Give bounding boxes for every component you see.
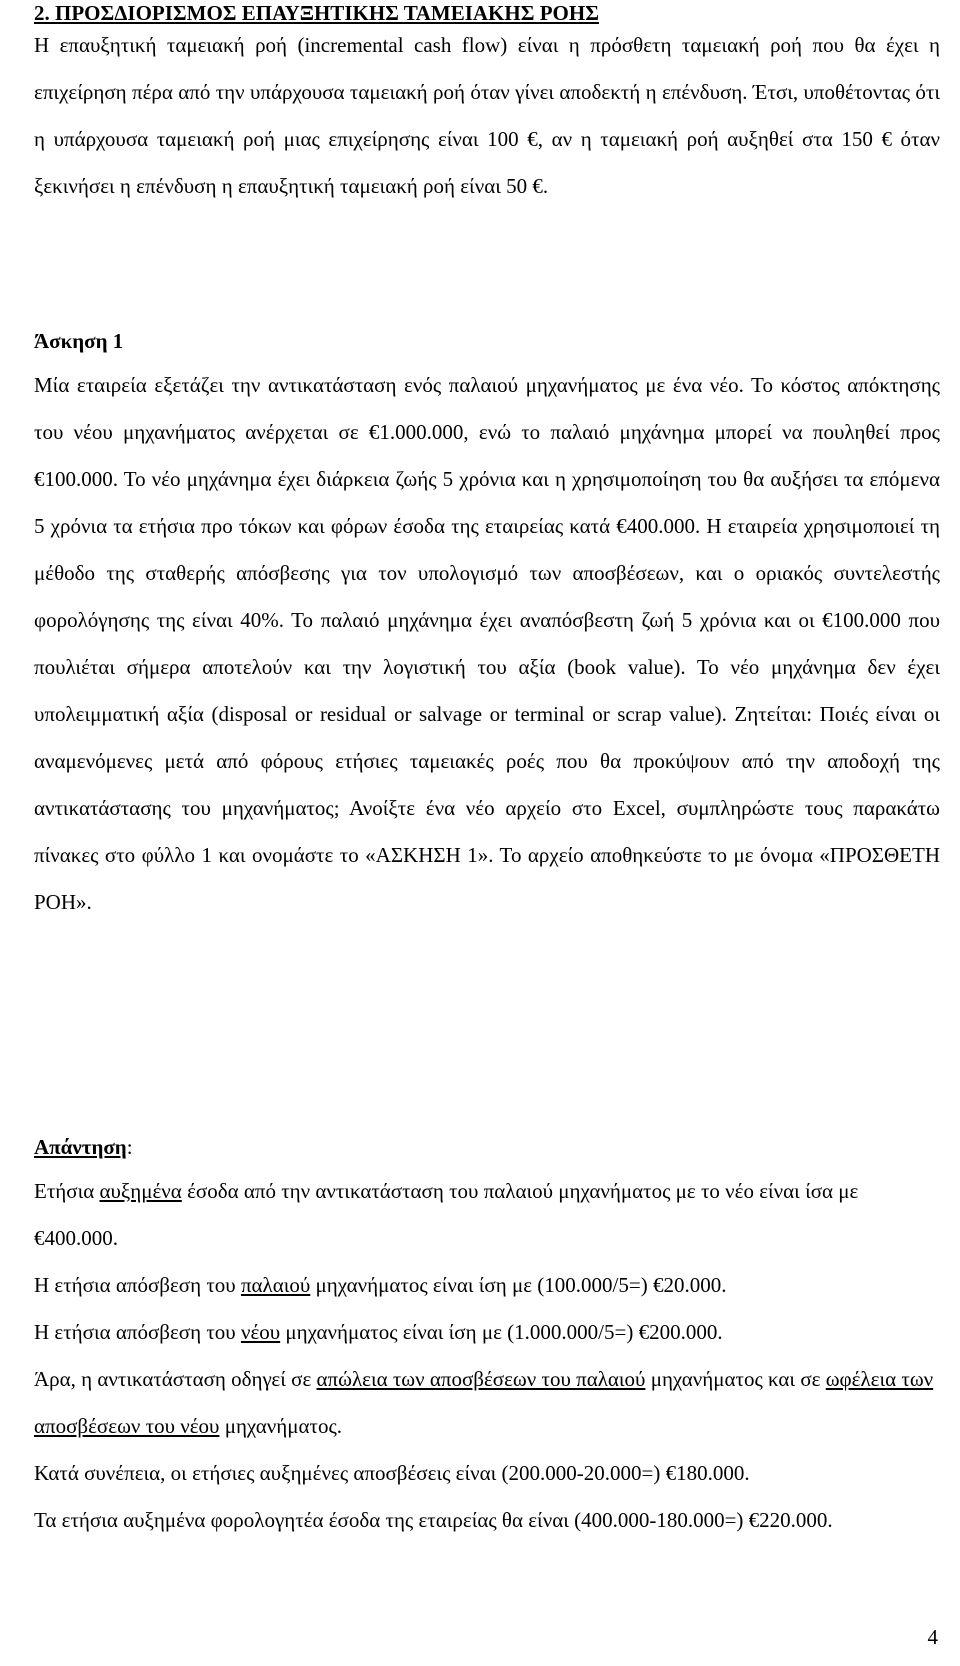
answer-text: Ετήσια xyxy=(34,1179,100,1203)
answer-paragraph-taxable-income: Τα ετήσια αυξημένα φορολογητέα έσοδα της εταιρείας θα είναι (400.000-180.000=) €220.000. xyxy=(34,1508,833,1532)
answer-underlined-text: παλαιού xyxy=(240,1273,311,1297)
answer-paragraph-revenue xyxy=(34,1168,940,1262)
answer-text: έσοδα από την αντικατάσταση του παλαιού μηχανήματος με το νέο είναι ίσα με €400.000. xyxy=(34,1179,859,1250)
answer-paragraph-new-depreciation xyxy=(34,1309,940,1356)
answer-text: μηχανήματος και σε xyxy=(645,1367,826,1391)
answer-text: μηχανήματος είναι ίση με (100.000/5=) €20.000. xyxy=(310,1273,727,1297)
answer-body xyxy=(34,1168,940,1544)
intro-paragraph: Η επαυξητική ταμειακή ροή (incremental cash flow) είναι η πρόσθετη ταμειακή ροή που θα έχει η επιχείρηση πέρα από την υπάρχουσα ταμειακή ροή όταν γίνει αποδεκτή η επένδυση. Έτσι, υποθέτοντας ότι η υπάρχουσα ταμειακή ροή μιας επιχείρησης είναι 100 €, αν η ταμειακή ροή αυξηθεί στα 150 € όταν ξεκινήσει η επένδυση η επαυξητική ταμειακή ροή είναι 50 €. xyxy=(34,33,940,198)
answer-label xyxy=(34,1124,133,1171)
exercise-title: Άσκηση 1 xyxy=(34,329,124,353)
answer-underlined-text: ωφέλεια των αποσβέσεων του νέου xyxy=(34,1367,934,1438)
answer-text: Η ετήσια απόσβεση του xyxy=(34,1273,241,1297)
section-heading: 2. ΠΡΟΣΔΙΟΡΙΣΜΟΣ ΕΠΑΥΞΗΤΙΚΗΣ ΤΑΜΕΙΑΚΗΣ ΡΟΗΣ xyxy=(34,1,599,25)
exercise-paragraph: Μία εταιρεία εξετάζει την αντικατάσταση ενός παλαιού μηχανήματος με ένα νέο. Το κόστος απόκτησης του νέου μηχανήματος ανέρχεται σε €1.000.000, ενώ το παλαιό μηχάνημα μπορεί να πουληθεί προς €100.000. Το νέο μηχάνημα έχει διάρκεια ζωής 5 χρόνια και η χρησιμοποίηση του θα αυξήσει τα επόμενα 5 χρόνια τα ετήσια προ τόκων και φόρων έσοδα της εταιρείας κατά €400.000. Η εταιρεία χρησιμοποιεί τη μέθοδο της σταθερής απόσβεσης για τον υπολογισμό των αποσβέσεων, και ο οριακός συντελεστής φορολόγησης της είναι 40%. Το παλαιό μηχάνημα έχει αναπόσβεστη ζωή 5 χρόνια και οι €100.000 που πουλιέται σήμερα αποτελούν και την λογιστική του αξία (book value). Το νέο μηχάνημα δεν έχει υπολειμματική αξία (disposal or residual or salvage or terminal or scrap value). Ζητείται: Ποιές είναι οι αναμενόμενες μετά από φόρους ετήσιες ταμειακές ροές που θα προκύψουν από την αποδοχή της αντικατάστασης του μηχανήματος; Ανοίξτε ένα νέο αρχείο στο Excel, συμπληρώστε τους παρακάτω πίνακες στο φύλλο 1 και ονομάστε το «ΑΣΚΗΣΗ 1». Το αρχείο αποθηκεύστε το με όνομα «ΠΡΟΣΘΕΤΗ ΡΟΗ». xyxy=(34,373,940,914)
page-number: 4 xyxy=(927,1625,938,1649)
answer-underlined-text: απώλεια των αποσβέσεων του παλαιού xyxy=(316,1367,646,1391)
answer-text: Η ετήσια απόσβεση του xyxy=(34,1320,241,1344)
answer-paragraph-replacement xyxy=(34,1356,940,1450)
answer-label-colon: : xyxy=(126,1135,133,1159)
answer-paragraph-old-depreciation xyxy=(34,1262,940,1309)
answer-text: μηχανήματος. xyxy=(219,1414,343,1438)
answer-paragraph-incremental-depreciation: Κατά συνέπεια, οι ετήσιες αυξημένες αποσβέσεις είναι (200.000-20.000=) €180.000. xyxy=(34,1461,750,1485)
answer-text: Άρα, η αντικατάσταση οδηγεί σε xyxy=(34,1367,317,1391)
answer-text: μηχανήματος είναι ίση με (1.000.000/5=) €200.000. xyxy=(280,1320,723,1344)
answer-label-text: Απάντηση xyxy=(34,1135,127,1159)
answer-underlined-text: αυξημένα xyxy=(99,1179,182,1203)
answer-underlined-text: νέου xyxy=(240,1320,281,1344)
